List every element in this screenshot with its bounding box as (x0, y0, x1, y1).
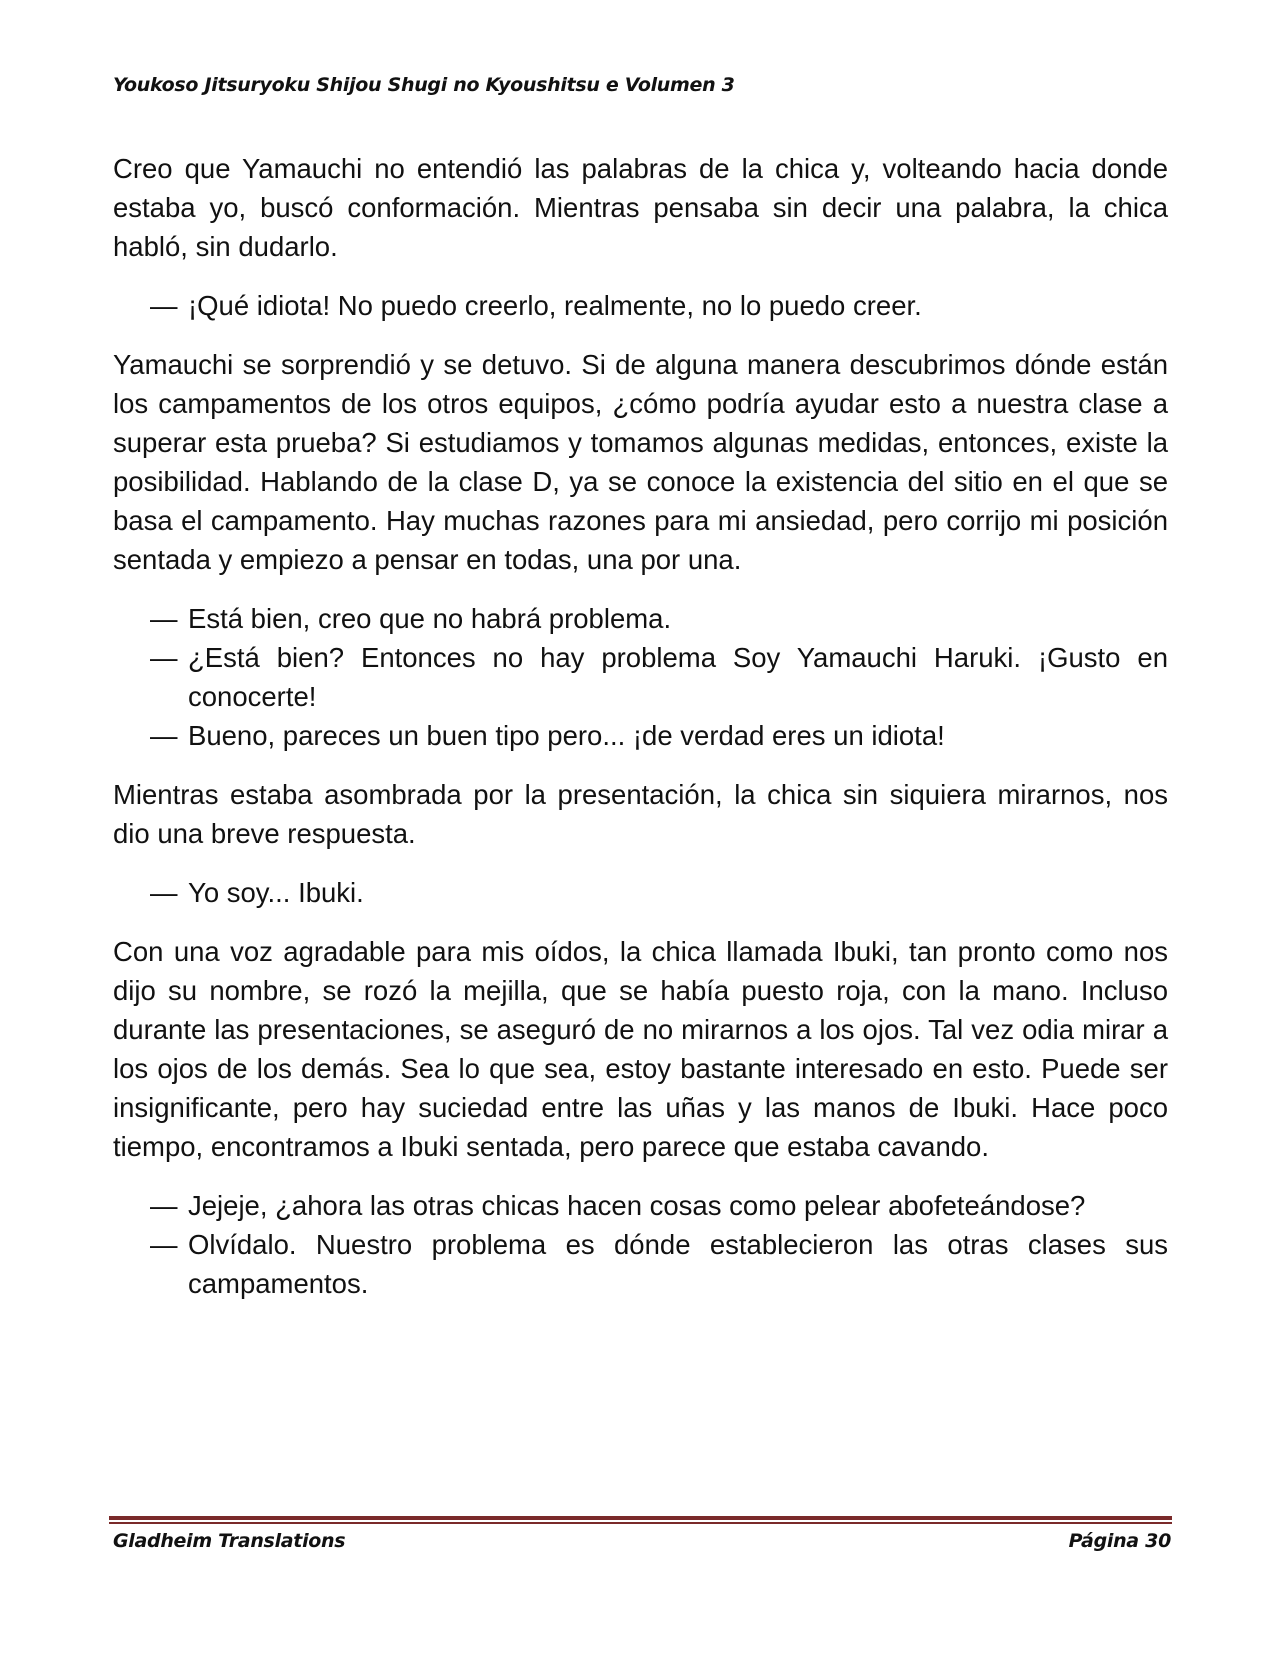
footer-divider-thin (109, 1522, 1172, 1524)
footer-credit: Gladheim Translations (113, 1530, 346, 1552)
dialogue-text: Olvídalo. Nuestro problema es dónde establecieron las otras clases sus campamentos. (188, 1229, 1168, 1299)
footer-divider-thick (109, 1516, 1172, 1520)
page-body (113, 149, 1168, 1323)
footer-divider (109, 1516, 1172, 1525)
dialogue-group (113, 873, 1168, 912)
dialogue-line (113, 286, 1168, 325)
paragraph: Mientras estaba asombrada por la presentación, la chica sin siquiera mirarnos, nos dio una breve respuesta. (113, 779, 1168, 849)
dialogue-dash: — (150, 720, 178, 751)
dialogue-dash: — (150, 642, 178, 673)
dialogue-group (113, 1186, 1168, 1303)
dialogue-text: ¿Está bien? Entonces no hay problema Soy Yamauchi Haruki. ¡Gusto en conocerte! (188, 642, 1168, 712)
dialogue-line (113, 1225, 1168, 1303)
page-number: Página 30 (1068, 1530, 1171, 1552)
dialogue-group (113, 286, 1168, 325)
dialogue-text: Yo soy... Ibuki. (188, 877, 364, 908)
paragraph: Creo que Yamauchi no entendió las palabras de la chica y, volteando hacia donde estaba yo, buscó conformación. Mientras pensaba sin decir una palabra, la chica habló, sin dudarlo. (113, 153, 1168, 262)
dialogue-dash: — (150, 1229, 178, 1260)
running-header: Youkoso Jitsuryoku Shijou Shugi no Kyoushitsu e Volumen 3 (113, 74, 735, 96)
dialogue-dash: — (150, 877, 178, 908)
dialogue-text: Jejeje, ¿ahora las otras chicas hacen cosas como pelear abofeteándose? (188, 1190, 1086, 1221)
dialogue-line (113, 873, 1168, 912)
paragraph: Yamauchi se sorprendió y se detuvo. Si de alguna manera descubrimos dónde están los campamentos de los otros equipos, ¿cómo podría ayudar esto a nuestra clase a superar esta prueba? Si estudiamos y tomamos algunas medidas, entonces, existe la posibilidad. Hablando de la clase D, ya se conoce la existencia del sitio en el que se basa el campamento. Hay muchas razones para mi ansiedad, pero corrijo mi posición sentada y empiezo a pensar en todas, una por una. (113, 349, 1168, 575)
dialogue-line (113, 638, 1168, 716)
dialogue-group (113, 599, 1168, 755)
dialogue-text: Bueno, pareces un buen tipo pero... ¡de verdad eres un idiota! (188, 720, 945, 751)
dialogue-line (113, 716, 1168, 755)
dialogue-line (113, 599, 1168, 638)
dialogue-dash: — (150, 290, 178, 321)
dialogue-dash: — (150, 603, 178, 634)
paragraph: Con una voz agradable para mis oídos, la chica llamada Ibuki, tan pronto como nos dijo su nombre, se rozó la mejilla, que se había puesto roja, con la mano. Incluso durante las presentaciones, se aseguró de no mirarnos a los ojos. Tal vez odia mirar a los ojos de los demás. Sea lo que sea, estoy bastante interesado en esto. Puede ser insignificante, pero hay suciedad entre las uñas y las manos de Ibuki. Hace poco tiempo, encontramos a Ibuki sentada, pero parece que estaba cavando. (113, 936, 1168, 1162)
dialogue-text: Está bien, creo que no habrá problema. (188, 603, 672, 634)
dialogue-dash: — (150, 1190, 178, 1221)
dialogue-text: ¡Qué idiota! No puedo creerlo, realmente, no lo puedo creer. (188, 290, 922, 321)
dialogue-line (113, 1186, 1168, 1225)
